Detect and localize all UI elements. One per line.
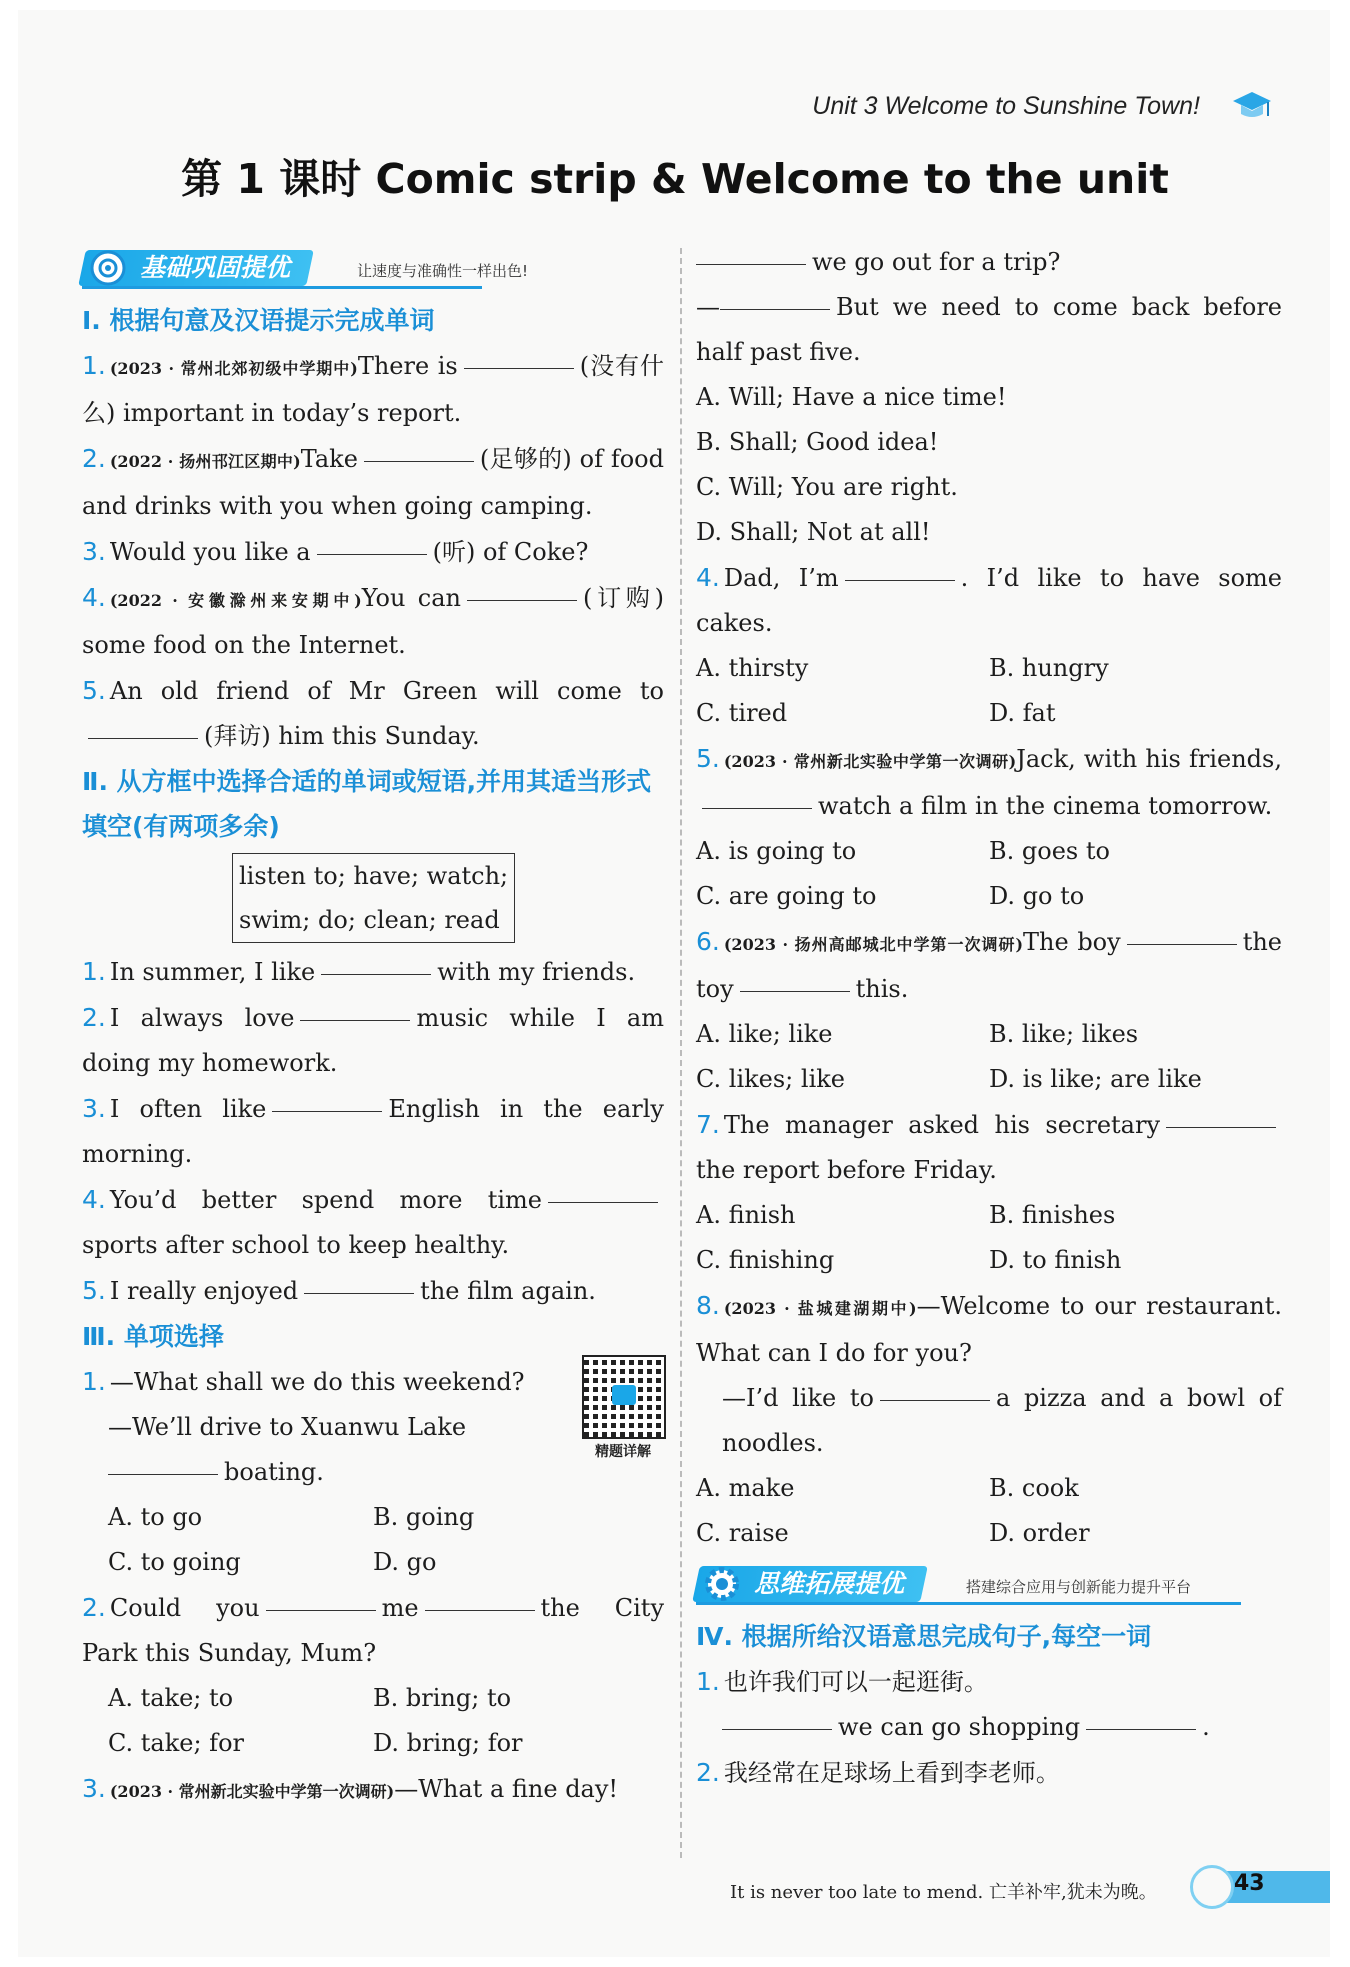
option-d[interactable]: D. Shall; Not at all! xyxy=(696,518,931,546)
option-d[interactable]: D. go xyxy=(373,1548,437,1576)
option-c[interactable]: C. finishing xyxy=(696,1246,835,1274)
question-4-1: 1. 也许我们可以一起逛街。 xyxy=(696,1667,988,1696)
lesson-title: 第 1 课时 Comic strip & Welcome to the unit xyxy=(181,155,1169,203)
answer-blank[interactable] xyxy=(108,1473,218,1475)
section-heading-4: Ⅳ. 根据所给汉语意思完成句子,每空一词 xyxy=(696,1622,1152,1651)
answer-blank[interactable] xyxy=(467,599,577,601)
answer-blank[interactable] xyxy=(317,553,427,555)
option-b[interactable]: B. Shall; Good idea! xyxy=(696,428,939,456)
option-c[interactable]: C. Will; You are right. xyxy=(696,473,958,501)
question-3-5: 5. (2023 · 常州新北实验中学第一次调研)Jack, with his friends,watch a film in the cinema tomorrow. A. is going to B. goes to C. are going to D. go to xyxy=(696,736,1282,919)
answer-blank[interactable] xyxy=(304,1292,414,1294)
section-heading-3: Ⅲ. 单项选择 xyxy=(82,1322,224,1351)
option-b[interactable]: B. goes to xyxy=(989,837,1110,865)
option-b[interactable]: B. cook xyxy=(989,1474,1079,1502)
footer-proverb: It is never too late to mend. 亡羊补牢,犹未为晚。 xyxy=(730,1882,1157,1903)
page-number: 43 xyxy=(1234,1871,1265,1896)
option-a[interactable]: A. make xyxy=(696,1474,795,1502)
left-column xyxy=(82,240,664,1814)
option-b[interactable]: B. finishes xyxy=(989,1201,1116,1229)
option-d[interactable]: D. order xyxy=(989,1519,1090,1547)
question-3-6: 6. (2023 · 扬州高邮城北中学第一次调研)The boy the toy this. A. like; like B. like; likes C. likes; like D. is like; are like xyxy=(696,919,1282,1102)
section-banner-extend xyxy=(696,1562,1282,1606)
answer-blank[interactable] xyxy=(321,973,431,975)
question-1-4: 4. (2022 · 安徽滁州来安期中)You can (订购) some food on the Internet. xyxy=(82,583,665,659)
question-2-5: 5. I really enjoyed the film again. xyxy=(82,1276,596,1305)
question-2-4: 4. You’d better spend more timesports after school to keep healthy. xyxy=(82,1177,664,1268)
question-3-8: 8. (2023 · 盐城建湖期中)—Welcome to our restaurant. What can I do for you? —I’d like to a pizza and a bowl of noodles. A. make B. cook C. raise D. order xyxy=(696,1283,1282,1556)
option-c[interactable]: C. take; for xyxy=(108,1729,244,1757)
option-b[interactable]: B. hungry xyxy=(989,654,1109,682)
banner-subtitle: 让速度与准确性一样出色! xyxy=(357,262,529,280)
answer-blank[interactable] xyxy=(720,308,830,310)
option-b[interactable]: B. like; likes xyxy=(989,1020,1139,1048)
banner-title: 思维拓展提优 xyxy=(754,1569,905,1598)
question-3-2: 2. Could you me the City Park this Sunday, Mum? A. take; to B. bring; to C. take; for D. bring; for xyxy=(82,1585,664,1766)
option-c[interactable]: C. are going to xyxy=(696,882,877,910)
options xyxy=(82,1540,664,1585)
question-3-3-line2: — But we need to come back before half past five. xyxy=(696,293,1282,366)
question-1-5: 5. An old friend of Mr Green will come to(拜访) him this Sunday. xyxy=(82,676,664,750)
option-c[interactable]: C. raise xyxy=(696,1519,789,1547)
options xyxy=(82,1495,664,1540)
answer-blank[interactable] xyxy=(880,1399,990,1401)
option-a[interactable]: A. thirsty xyxy=(696,654,809,682)
option-a[interactable]: A. Will; Have a nice time! xyxy=(696,383,1007,411)
answer-blank[interactable] xyxy=(272,1110,382,1112)
answer-blank[interactable] xyxy=(696,263,806,265)
target-icon xyxy=(88,248,128,288)
option-a[interactable]: A. is going to xyxy=(696,837,857,865)
option-d[interactable]: D. to finish xyxy=(989,1246,1122,1274)
option-d[interactable]: D. is like; are like xyxy=(989,1065,1202,1093)
answer-blank[interactable] xyxy=(364,460,474,462)
question-1-1: 1. (2023 · 常州北郊初级中学期中)There is (没有什么) important in today’s report. xyxy=(82,351,665,427)
column-divider xyxy=(680,248,682,1858)
answer-blank[interactable] xyxy=(845,579,955,581)
answer-blank[interactable] xyxy=(722,1728,832,1730)
gear-icon xyxy=(702,1564,742,1604)
question-2-3: 3. I often like English in the early morning. xyxy=(82,1094,664,1168)
answer-blank[interactable] xyxy=(1086,1728,1196,1730)
question-4-2: 2. 我经常在足球场上看到李老师。 xyxy=(696,1758,1060,1787)
answer-blank[interactable] xyxy=(300,1019,410,1021)
answer-blank[interactable] xyxy=(548,1201,658,1203)
options xyxy=(82,1721,664,1766)
question-1-2: 2. (2022 · 扬州邗江区期中)Take (足够的) of food and drinks with you when going camping. xyxy=(82,444,664,520)
option-b[interactable]: B. bring; to xyxy=(373,1684,512,1712)
question-2-1: 1. In summer, I like with my friends. xyxy=(82,957,636,986)
question-3-7: 7. The manager asked his secretarythe report before Friday. A. finish B. finishes C. finishing D. to finish xyxy=(696,1102,1282,1283)
option-a[interactable]: A. like; like xyxy=(696,1020,833,1048)
graduation-cap-icon xyxy=(1232,90,1272,122)
option-c[interactable]: C. to going xyxy=(108,1548,241,1576)
option-d[interactable]: D. fat xyxy=(989,699,1056,727)
question-3-3-cont: we go out for a trip? xyxy=(696,240,1282,285)
answer-blank[interactable] xyxy=(702,807,812,809)
question-4-1-answer: we can go shopping . xyxy=(696,1705,1282,1750)
page-number-badge xyxy=(1186,1865,1330,1907)
question-2-2: 2. I always love music while I am doing my homework. xyxy=(82,1003,664,1077)
banner-title: 基础巩固提优 xyxy=(140,253,291,282)
answer-blank[interactable] xyxy=(464,367,574,369)
question-1-3: 3. Would you like a (听) of Coke? xyxy=(82,537,589,566)
word-box: listen to; have; watch; swim; do; clean; read xyxy=(232,853,515,943)
option-c[interactable]: C. tired xyxy=(696,699,788,727)
option-d[interactable]: D. go to xyxy=(989,882,1085,910)
unit-title: Unit 3 Welcome to Sunshine Town! xyxy=(812,92,1200,120)
option-a[interactable]: A. to go xyxy=(108,1503,203,1531)
question-3-3-start: 3. (2023 · 常州新北实验中学第一次调研)—What a fine day! xyxy=(82,1774,619,1803)
option-c[interactable]: C. likes; like xyxy=(696,1065,845,1093)
answer-blank[interactable] xyxy=(1127,943,1237,945)
section-heading-1: Ⅰ. 根据句意及汉语提示完成单词 xyxy=(82,306,435,335)
right-column xyxy=(696,240,1282,1796)
qr-code-label: 精题详解 xyxy=(595,1444,651,1460)
answer-blank[interactable] xyxy=(1166,1126,1276,1128)
option-a[interactable]: A. take; to xyxy=(108,1684,234,1712)
option-b[interactable]: B. going xyxy=(373,1503,475,1531)
question-3-1: 精题详解 1. —What shall we do this weekend? —We’ll drive to Xuanwu Lake boating. A. to go B. going C. to going D. go xyxy=(82,1359,664,1585)
section-heading-2: Ⅱ. 从方框中选择合适的单词或短语,并用其适当形式填空(有两项多余) xyxy=(82,767,652,841)
banner-subtitle: 搭建综合应用与创新能力提升平台 xyxy=(966,1578,1192,1596)
options xyxy=(82,1676,664,1721)
answer-blank[interactable] xyxy=(266,1609,376,1611)
question-3-4: 4. Dad, I’m . I’d like to have some cakes. A. thirsty B. hungry C. tired D. fat xyxy=(696,555,1282,736)
option-d[interactable]: D. bring; for xyxy=(373,1729,523,1757)
answer-blank[interactable] xyxy=(88,737,198,739)
answer-blank[interactable] xyxy=(425,1609,535,1611)
word-box-row xyxy=(82,853,664,943)
option-a[interactable]: A. finish xyxy=(696,1201,796,1229)
section-banner-basic xyxy=(82,246,664,290)
answer-blank[interactable] xyxy=(740,990,850,992)
ring-icon xyxy=(1190,1865,1234,1909)
